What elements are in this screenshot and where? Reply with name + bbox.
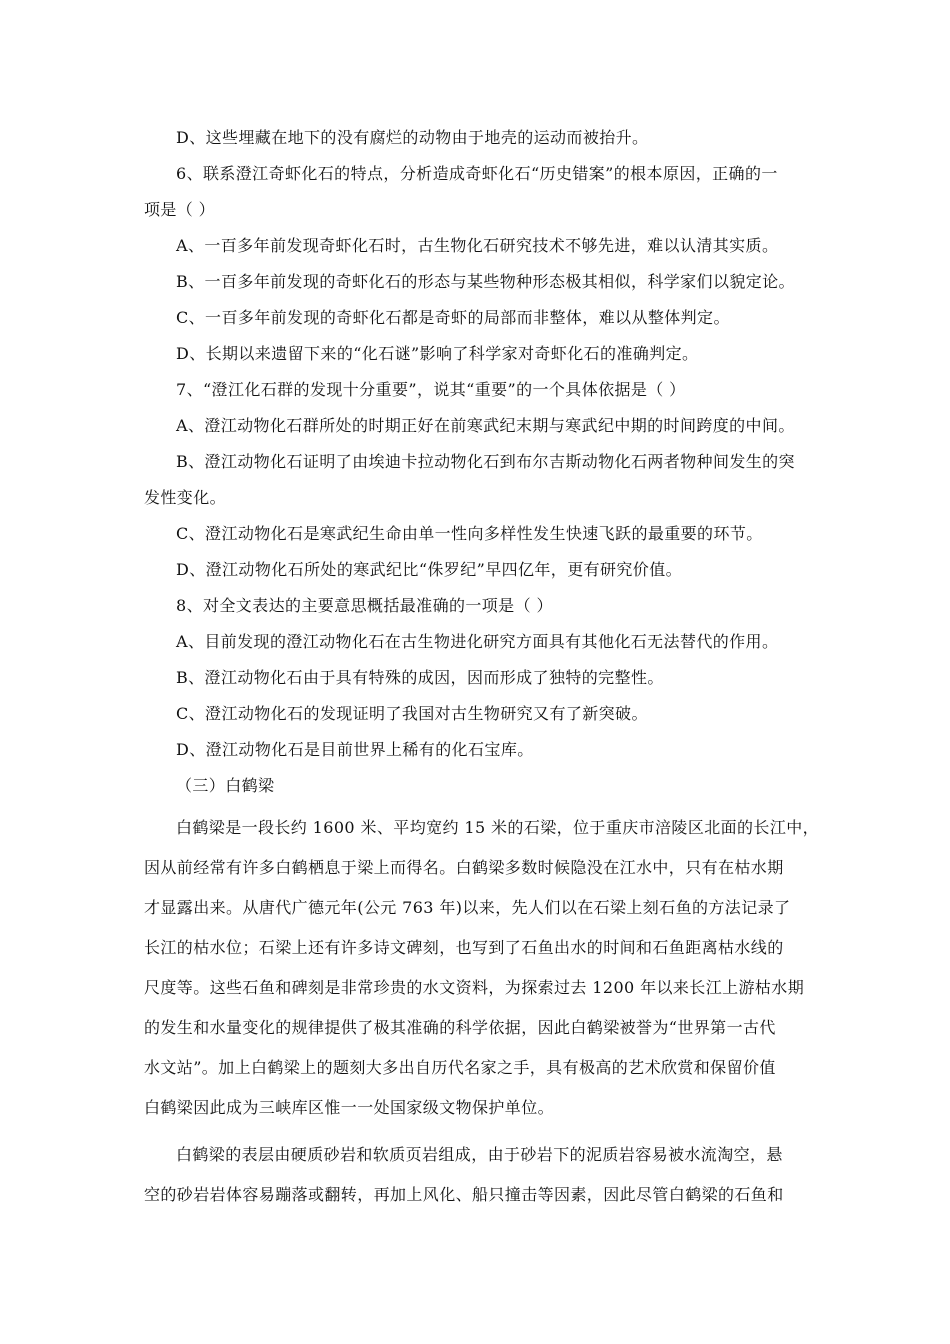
option-6d: D、长期以来遗留下来的“化石谜”影响了科学家对奇虾化石的准确判定。: [176, 344, 699, 363]
option-7b: B、澄江动物化石证明了由埃迪卡拉动物化石到布尔吉斯动物化石两者物种间发生的突: [176, 452, 795, 471]
option-7a: A、澄江动物化石群所处的时期正好在前寒武纪末期与寒武纪中期的时间跨度的中间。: [176, 416, 795, 435]
option-7c: C、澄江动物化石是寒武纪生命由单一性向多样性发生快速飞跃的最重要的环节。: [176, 524, 763, 543]
paragraph-1-line-4: 长江的枯水位；石梁上还有许多诗文碑刻，也写到了石鱼出水的时间和石鱼距离枯水线的: [144, 938, 784, 957]
option-8a: A、目前发现的澄江动物化石在古生物进化研究方面具有其他化石无法替代的作用。: [176, 632, 779, 651]
paragraph-1-line-7: 水文站”。加上白鹤梁上的题刻大多出自历代名家之手，具有极高的艺术欣赏和保留价值: [144, 1058, 776, 1077]
option-8d: D、澄江动物化石是目前世界上稀有的化石宝库。: [176, 740, 534, 759]
option-8b: B、澄江动物化石由于具有特殊的成因，因而形成了独特的完整性。: [176, 668, 664, 687]
option-6c: C、一百多年前发现的奇虾化石都是奇虾的局部而非整体，难以从整体判定。: [176, 308, 730, 327]
option-5d: D、这些埋藏在地下的没有腐烂的动物由于地壳的运动而被抬升。: [176, 128, 649, 147]
question-8: 8、对全文表达的主要意思概括最准确的一项是（ ）: [176, 596, 553, 615]
option-7d: D、澄江动物化石所处的寒武纪比“侏罗纪”早四亿年，更有研究价值。: [176, 560, 682, 579]
paragraph-1-line-8: 白鹤梁因此成为三峡库区惟一一处国家级文物保护单位。: [144, 1098, 555, 1117]
option-8c: C、澄江动物化石的发现证明了我国对古生物研究又有了新突破。: [176, 704, 648, 723]
paragraph-1-line-6: 的发生和水量变化的规律提供了极其准确的科学依据，因此白鹤梁被誉为“世界第一古代: [144, 1018, 776, 1037]
question-6: 6、联系澄江奇虾化石的特点，分析造成奇虾化石“历史错案”的根本原因，正确的一: [176, 164, 778, 183]
paragraph-1-line-5: 尺度等。这些石鱼和碑刻是非常珍贵的水文资料，为探索过去 1200 年以来长江上游枯水期: [144, 978, 805, 997]
paragraph-1-line-2: 因从前经常有许多白鹤栖息于梁上而得名。白鹤梁多数时候隐没在江水中，只有在枯水期: [144, 858, 784, 877]
section-heading: （三）白鹤梁: [176, 776, 275, 795]
question-6-continued: 项是（ ）: [144, 200, 216, 219]
option-6a: A、一百多年前发现奇虾化石时，古生物化石研究技术不够先进，难以认清其实质。: [176, 236, 779, 255]
question-7: 7、“澄江化石群的发现十分重要”，说其“重要”的一个具体依据是（ ）: [176, 380, 686, 399]
option-6b: B、一百多年前发现的奇虾化石的形态与某些物种形态极其相似，科学家们以貌定论。: [176, 272, 795, 291]
paragraph-1-line-1: 白鹤梁是一段长约 1600 米、平均宽约 15 米的石梁，位于重庆市涪陵区北面的长江中，: [176, 818, 820, 837]
paragraph-2-line-1: 白鹤梁的表层由硬质砂岩和软质页岩组成，由于砂岩下的泥质岩容易被水流淘空，悬: [176, 1145, 783, 1164]
paragraph-1-line-3: 才显露出来。从唐代广德元年(公元 763 年)以来，先人们以在石梁上刻石鱼的方法记录了: [144, 898, 791, 917]
paragraph-2-line-2: 空的砂岩岩体容易蹦落或翻转，再加上风化、船只撞击等因素，因此尽管白鹤梁的石鱼和: [144, 1185, 784, 1204]
option-7b-continued: 发性变化。: [144, 488, 227, 507]
